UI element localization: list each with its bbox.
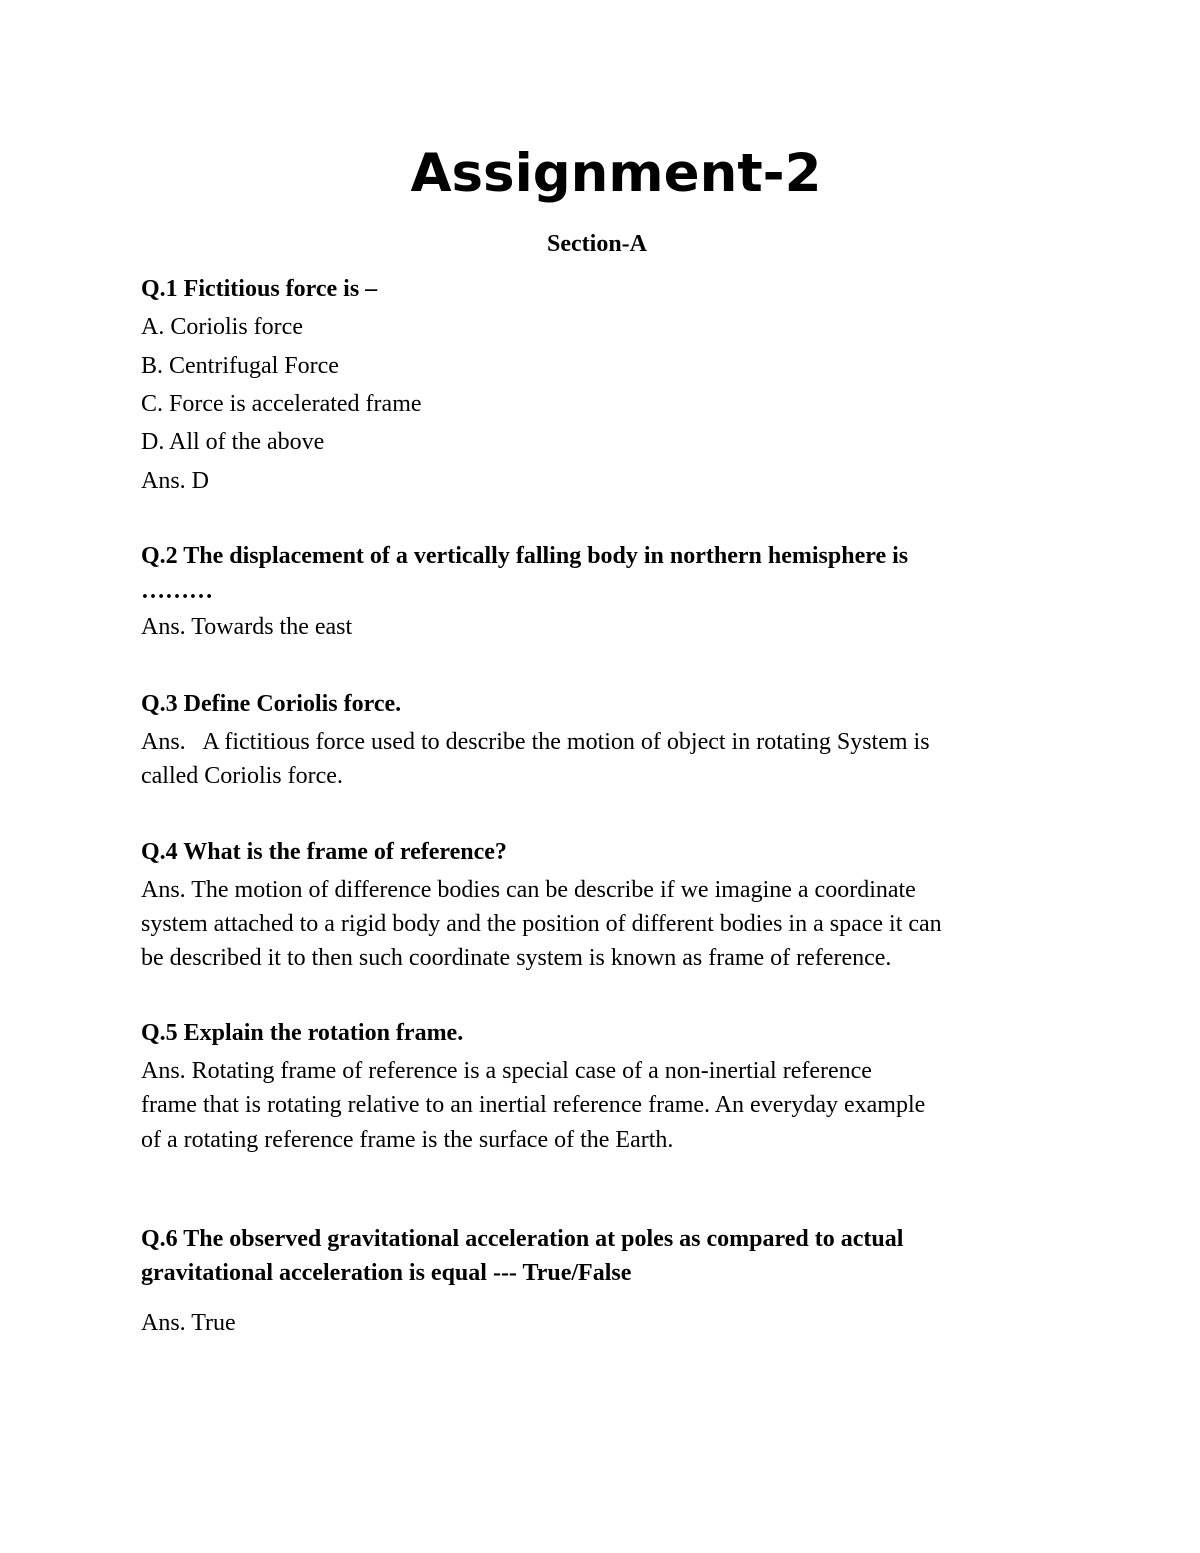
q5-answer-line-1: Ans. Rotating frame of reference is a special case of a non-inertial reference: [141, 1058, 872, 1084]
question-3: Q.3 Define Coriolis force.: [141, 691, 402, 717]
question-2-line-2: ………: [141, 578, 213, 604]
q4-answer-line-2: system attached to a rigid body and the position of different bodies in a space it can: [141, 911, 942, 937]
question-4: Q.4 What is the frame of reference?: [141, 839, 507, 865]
q1-option-d: D. All of the above: [141, 429, 325, 455]
q5-answer-line-2: frame that is rotating relative to an inertial reference frame. An everyday example: [141, 1092, 926, 1118]
q1-answer: Ans. D: [141, 468, 210, 494]
q5-answer-line-3: of a rotating reference frame is the surface of the Earth.: [141, 1127, 674, 1153]
question-6-line-1: Q.6 The observed gravitational acceleration at poles as compared to actual: [141, 1226, 904, 1252]
question-2-line-1: Q.2 The displacement of a vertically falling body in northern hemisphere is: [141, 543, 909, 569]
q4-answer-line-1: Ans. The motion of difference bodies can be describe if we imagine a coordinate: [141, 877, 916, 903]
q2-answer: Ans. Towards the east: [141, 614, 353, 640]
question-1: Q.1 Fictitious force is –: [141, 276, 378, 302]
page-title: Assignment-2: [410, 143, 822, 204]
q3-answer-line-1: Ans. A fictitious force used to describe the motion of object in rotating System is: [141, 729, 930, 755]
q4-answer-line-3: be described it to then such coordinate system is known as frame of reference.: [141, 945, 892, 971]
q1-option-a: A. Coriolis force: [141, 314, 303, 340]
section-heading: Section-A: [547, 231, 647, 257]
question-6-line-2: gravitational acceleration is equal --- True/False: [141, 1260, 632, 1286]
question-5: Q.5 Explain the rotation frame.: [141, 1020, 464, 1046]
q1-option-c: C. Force is accelerated frame: [141, 391, 422, 417]
q6-answer: Ans. True: [141, 1310, 236, 1336]
q3-answer-line-2: called Coriolis force.: [141, 763, 343, 789]
q1-option-b: B. Centrifugal Force: [141, 353, 339, 379]
